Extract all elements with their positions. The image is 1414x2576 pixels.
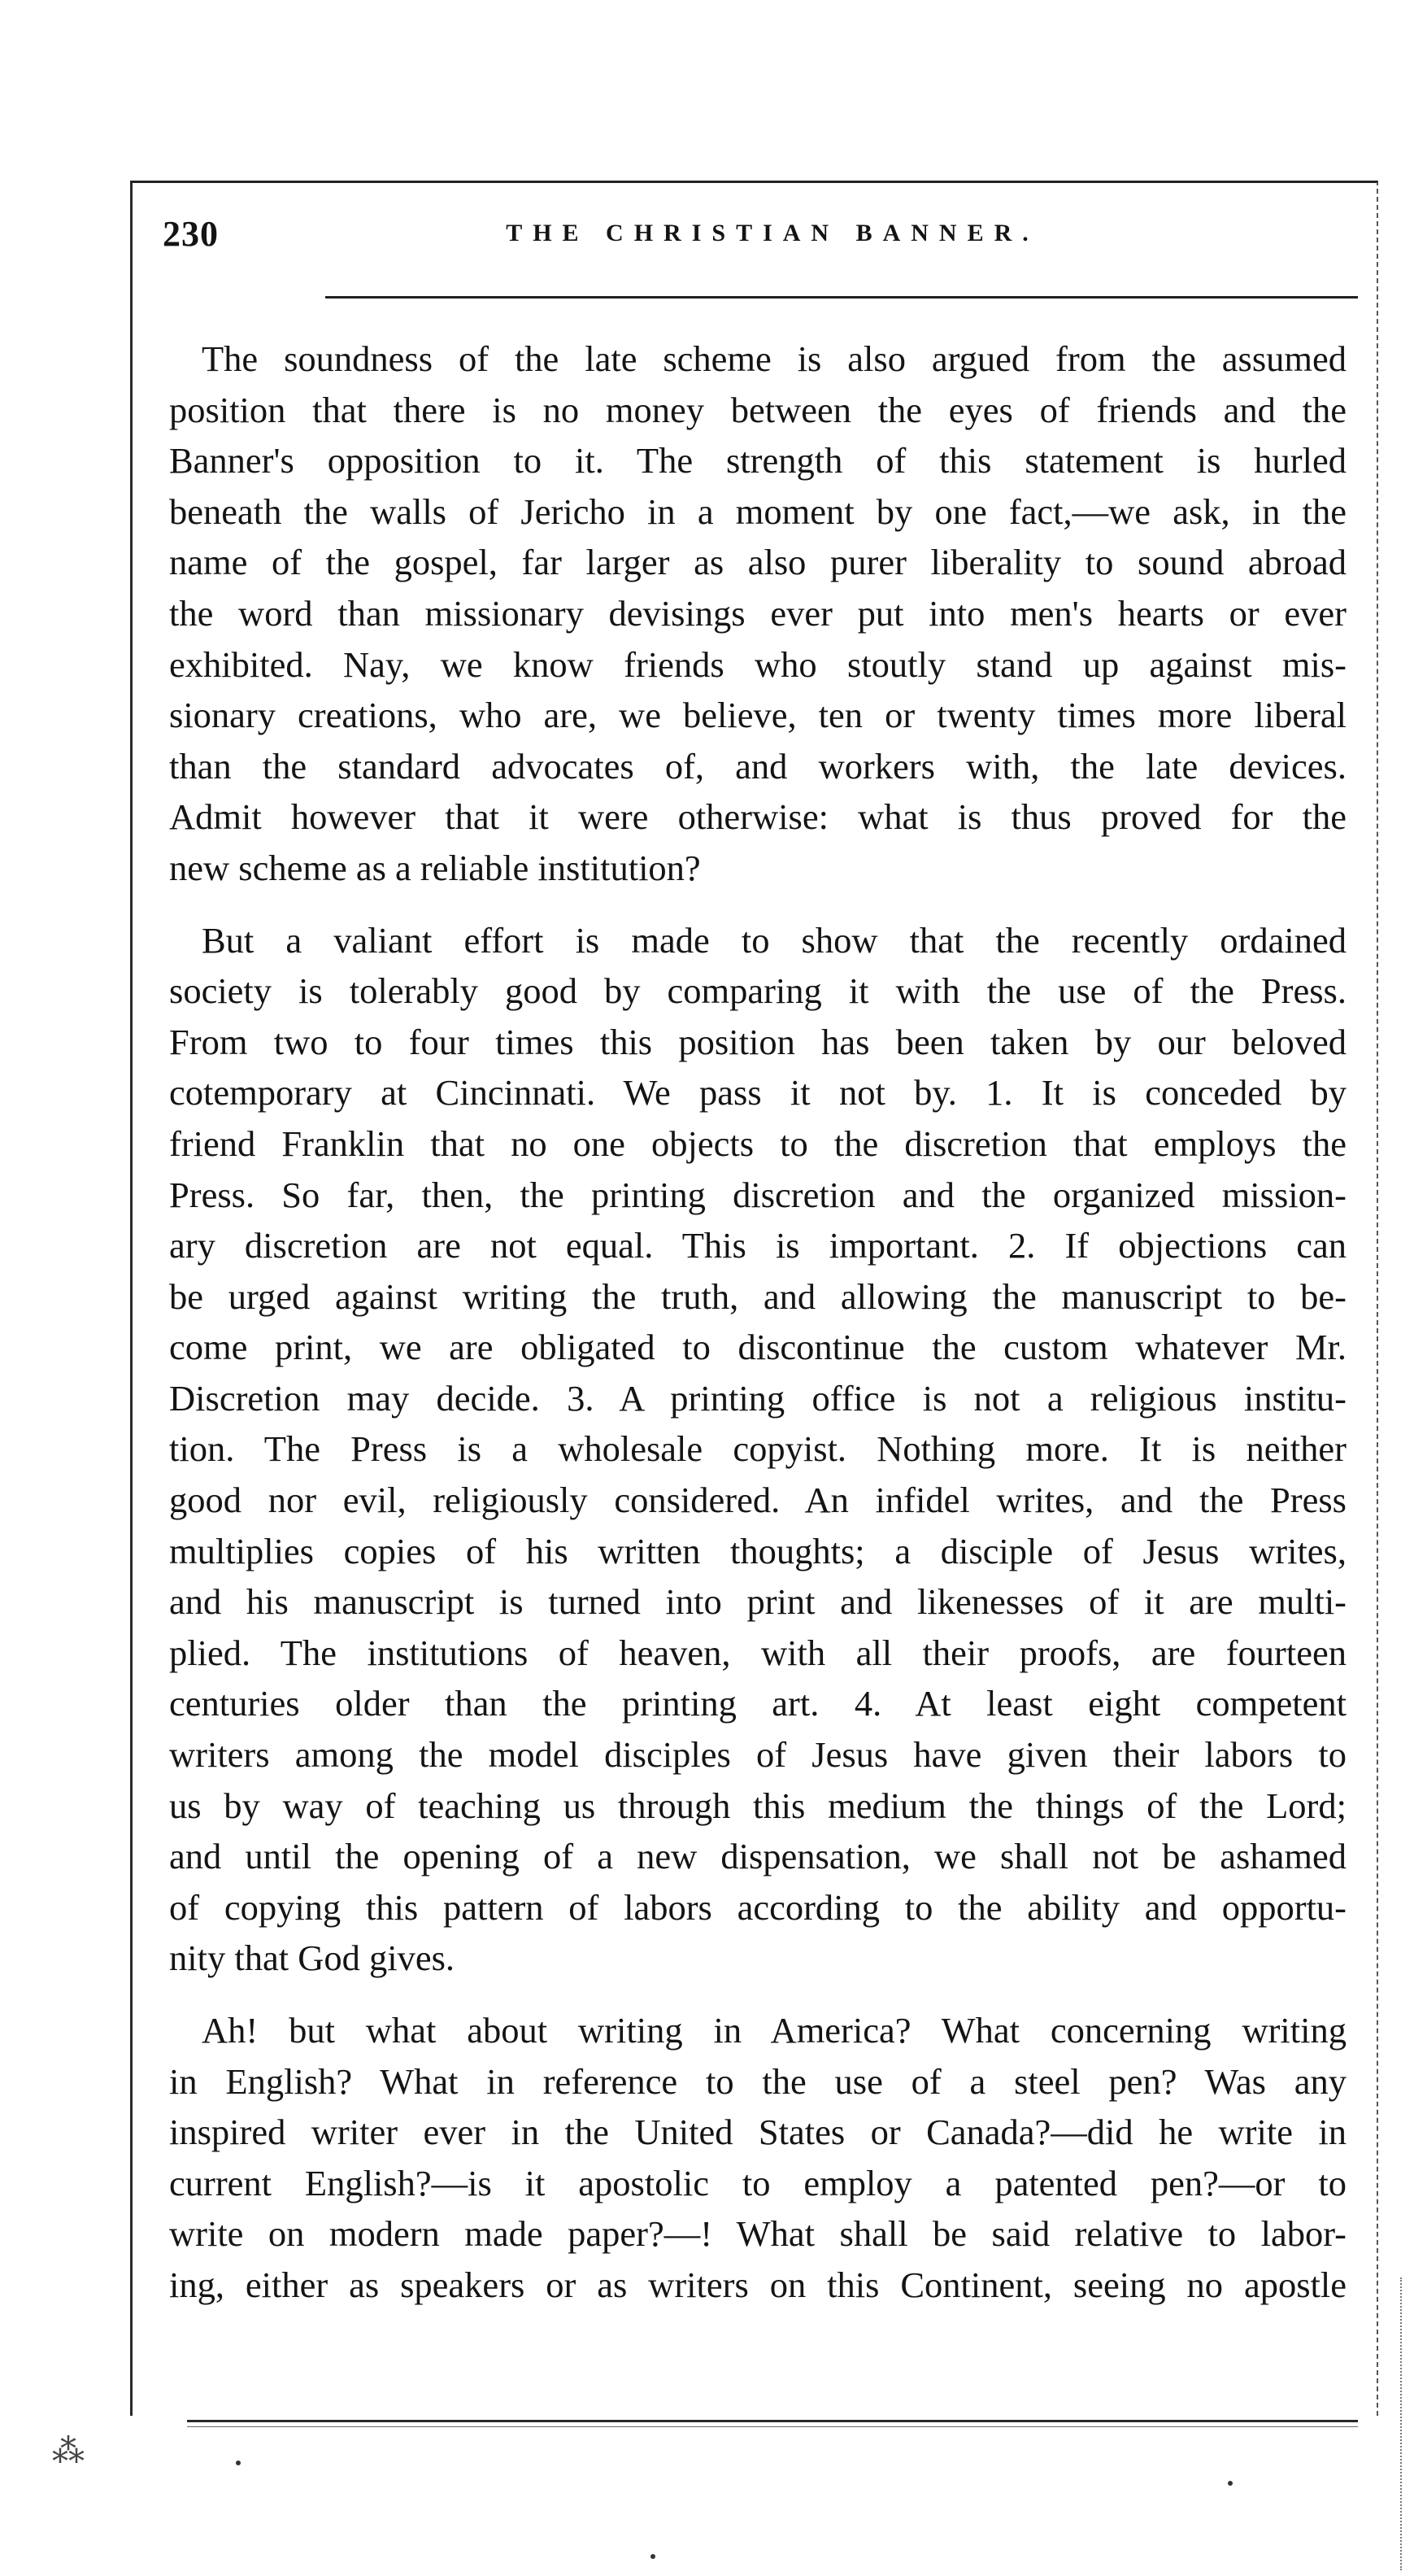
text-line: in English? What in reference to the use of a steel pen? Was any bbox=[169, 2060, 1347, 2102]
text-line: plied. The institutions of heaven, with all their proofs, are fourteen bbox=[169, 1632, 1347, 1673]
header-rule bbox=[325, 296, 1358, 299]
paragraph-soundness bbox=[169, 333, 1347, 894]
text-line: of copying this pattern of labors according to the ability and opportu- bbox=[169, 1886, 1347, 1928]
text-line: inspired writer ever in the United States or Canada?—did he write in bbox=[169, 2112, 1347, 2153]
ink-smudge-icon: ⁂ bbox=[52, 2433, 87, 2469]
text-line: position that there is no money between the eyes of friends and the bbox=[169, 389, 1347, 430]
text-line: be urged against writing the truth, and allowing the manuscript to be- bbox=[169, 1275, 1347, 1317]
text-line: From two to four times this position has been taken by our beloved bbox=[169, 1021, 1347, 1062]
text-line: come print, we are obligated to discontinue the custom whatever Mr. bbox=[169, 1327, 1347, 1368]
text-line: write on modern made paper?—! What shall be said relative to labor- bbox=[169, 2213, 1347, 2255]
text-line: the word than missionary devisings ever put into men's hearts or ever bbox=[169, 592, 1347, 634]
paragraph-press bbox=[169, 915, 1347, 1984]
text-line: Press. So far, then, the printing discretion and the organized mission- bbox=[169, 1174, 1347, 1215]
text-line: and his manuscript is turned into print and likenesses of it are multi- bbox=[169, 1581, 1347, 1623]
running-head: THE CHRISTIAN BANNER. bbox=[506, 220, 1039, 246]
text-line: Discretion may decide. 3. A printing office is not a religious institu- bbox=[169, 1377, 1347, 1419]
text-line: The soundness of the late scheme is also argued from the assumed bbox=[202, 338, 1347, 379]
text-line: writers among the model disciples of Jesus have given their labors to bbox=[169, 1734, 1347, 1776]
page-number: 230 bbox=[163, 214, 219, 254]
ink-dot-icon bbox=[236, 2460, 241, 2465]
text-line: But a valiant effort is made to show that the recently ordained bbox=[202, 919, 1347, 961]
text-line: beneath the walls of Jericho in a moment by one fact,—we ask, in the bbox=[169, 490, 1347, 532]
text-line: good nor evil, religiously considered. An infidel writes, and the Press bbox=[169, 1480, 1347, 1521]
text-line: friend Franklin that no one objects to the discretion that employs the bbox=[169, 1122, 1347, 1164]
text-line: centuries older than the printing art. 4. At least eight competent bbox=[169, 1683, 1347, 1724]
text-line: current English?—is it apostolic to employ a patented pen?—or to bbox=[169, 2162, 1347, 2203]
text-line: us by way of teaching us through this medium the things of the Lord; bbox=[169, 1785, 1347, 1826]
body-text bbox=[169, 333, 1347, 2332]
text-line: cotemporary at Cincinnati. We pass it not by. 1. It is conceded by bbox=[169, 1072, 1347, 1114]
text-line: name of the gospel, far larger as also purer liberality to sound abroad bbox=[169, 542, 1347, 583]
text-line: multiplies copies of his written thoughts; a disciple of Jesus writes, bbox=[169, 1530, 1347, 1571]
page-edge bbox=[1400, 2277, 1404, 2570]
text-line: exhibited. Nay, we know friends who stoutly stand up against mis- bbox=[169, 643, 1347, 685]
footer-rule bbox=[187, 2420, 1358, 2422]
text-line: Banner's opposition to it. The strength of this statement is hurled bbox=[169, 440, 1347, 482]
ink-dot-icon bbox=[1228, 2481, 1233, 2486]
text-line: ary discretion are not equal. This is important. 2. If objections can bbox=[169, 1225, 1347, 1266]
text-line: Admit however that it were otherwise: what is thus proved for the bbox=[169, 796, 1347, 838]
text-line: ing, either as speakers or as writers on this Continent, seeing no apostle bbox=[169, 2264, 1347, 2305]
text-line: Ah! but what about writing in America? What concerning writing bbox=[202, 2010, 1347, 2051]
ink-dot-icon bbox=[650, 2554, 655, 2559]
text-line: than the standard advocates of, and workers with, the late devices. bbox=[169, 745, 1347, 787]
text-line: and until the opening of a new dispensation, we shall not be ashamed bbox=[169, 1836, 1347, 1877]
text-line: new scheme as a reliable institution? bbox=[169, 847, 701, 888]
text-line: society is tolerably good by comparing it with the use of the Press. bbox=[169, 970, 1347, 1012]
text-line: sionary creations, who are, we believe, ten or twenty times more liberal bbox=[169, 695, 1347, 736]
text-line: tion. The Press is a wholesale copyist. Nothing more. It is neither bbox=[169, 1428, 1347, 1470]
footer-rule-thin bbox=[187, 2426, 1358, 2427]
paragraph-america bbox=[169, 2005, 1347, 2311]
text-line: nity that God gives. bbox=[169, 1937, 455, 1979]
